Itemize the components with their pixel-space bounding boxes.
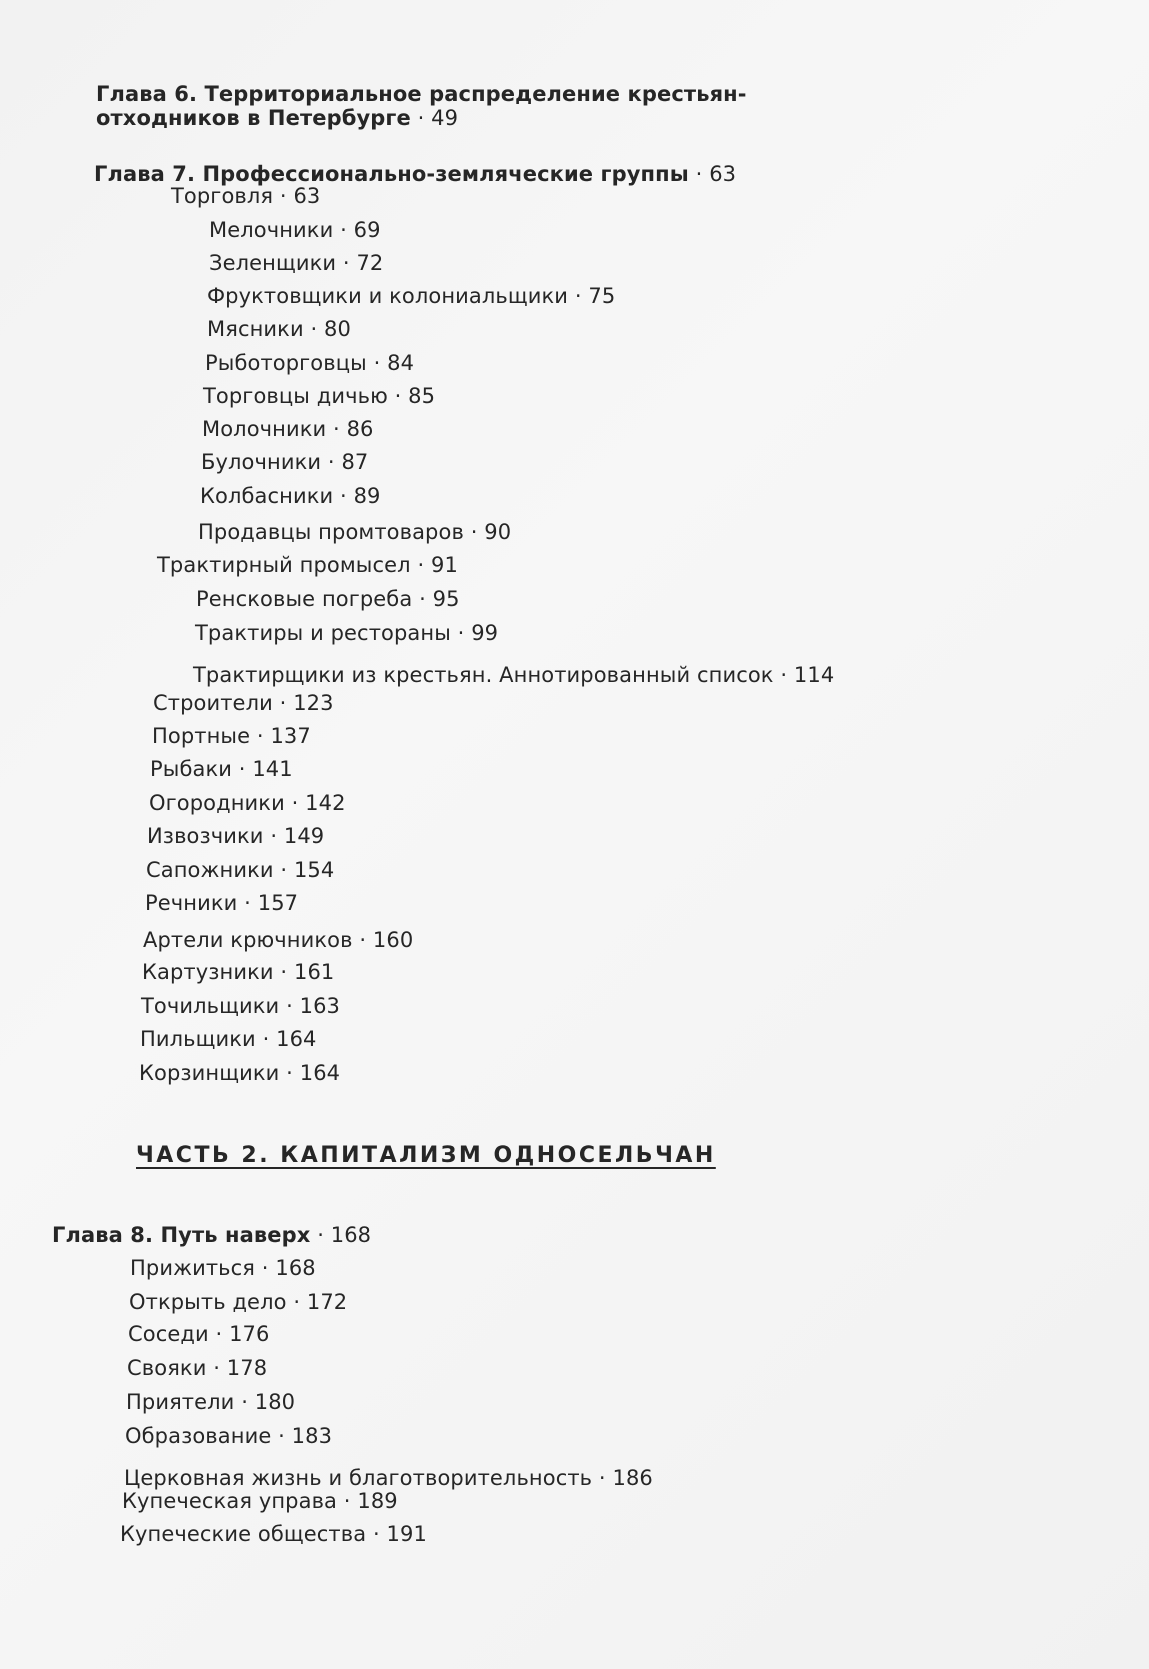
entry-separator: ·	[255, 1027, 277, 1051]
toc-part1-entry	[201, 448, 368, 476]
entry-page-number: 160	[372, 928, 414, 952]
toc-part1-entry	[152, 722, 311, 750]
entry-title: Глава 7. Профессионально-земляческие группы	[94, 162, 689, 186]
entry-page-number: 164	[299, 1061, 341, 1085]
entry-title: Глава 6. Территориальное распределение крестьян-	[96, 82, 747, 106]
entry-title: Сапожники	[146, 858, 274, 882]
entry-separator: ·	[333, 218, 354, 242]
toc-part1-entry	[209, 216, 381, 244]
entry-page-number: 180	[254, 1390, 296, 1414]
toc-part1-entry	[205, 349, 414, 377]
toc-part2-entry	[120, 1520, 427, 1548]
entry-page-number: 154	[293, 858, 335, 882]
toc-part1-entry	[150, 755, 293, 783]
entry-title: Зеленщики	[209, 251, 337, 275]
toc-part2-entry	[52, 1221, 371, 1249]
entry-title: Церковная жизнь и благотворительность	[124, 1466, 593, 1490]
entry-title: Корзинщики	[139, 1061, 280, 1085]
entry-page-number: 191	[386, 1522, 427, 1546]
entry-page-number: 141	[252, 757, 293, 781]
toc-part1-entry	[196, 585, 460, 613]
entry-title: Соседи	[128, 1322, 209, 1346]
entry-separator: ·	[263, 824, 284, 848]
entry-page-number: 114	[793, 663, 835, 687]
toc-part1-entry	[200, 482, 381, 510]
entry-page-number: 75	[588, 284, 616, 308]
entry-title: Мелочники	[209, 218, 334, 242]
entry-title: Извозчики	[147, 824, 264, 848]
entry-title: Картузники	[142, 960, 274, 984]
entry-separator: ·	[688, 162, 710, 186]
toc-part1-entry	[157, 551, 458, 579]
entry-separator: ·	[272, 691, 294, 715]
entry-separator: ·	[337, 1489, 358, 1513]
entry-separator: ·	[568, 284, 589, 308]
entry-page-number: 89	[353, 484, 381, 508]
entry-separator: ·	[273, 858, 294, 882]
toc-part1-entry	[171, 182, 320, 210]
entry-separator: ·	[592, 1466, 613, 1490]
entry-page-number: 90	[484, 520, 512, 544]
entry-title: Артели крючников	[143, 928, 353, 952]
toc-part1-entry	[207, 315, 351, 343]
entry-title: Открыть дело	[129, 1290, 287, 1314]
toc-part1-entry	[145, 889, 298, 917]
entry-page-number: 178	[226, 1356, 268, 1380]
entry-title: Купеческая управа	[122, 1489, 338, 1513]
entry-page-number: 163	[299, 994, 341, 1018]
entry-title: Трактирщики из крестьян. Аннотированный список	[193, 663, 774, 687]
entry-page-number: 161	[293, 960, 335, 984]
toc-part1-entry	[143, 926, 413, 954]
entry-separator: ·	[279, 1061, 300, 1085]
entry-title: Образование	[125, 1424, 272, 1448]
toc-part1-entry	[141, 992, 340, 1020]
entry-title: Трактирный промысел	[157, 553, 411, 577]
entry-page-number: 189	[357, 1489, 398, 1513]
entry-title: Приятели	[126, 1390, 235, 1414]
toc-part1-entry	[195, 619, 498, 647]
entry-separator: ·	[206, 1356, 227, 1380]
entry-separator: ·	[450, 621, 472, 645]
entry-page-number: 172	[306, 1290, 348, 1314]
toc-part1-entry	[207, 282, 615, 310]
entry-title: Булочники	[201, 450, 322, 474]
toc-part1-entry	[146, 856, 334, 884]
entry-separator: ·	[279, 994, 300, 1018]
entry-separator: ·	[286, 1290, 307, 1314]
entry-separator: ·	[366, 1522, 387, 1546]
entry-page-number: 137	[270, 724, 311, 748]
entry-page-number: 99	[471, 621, 499, 645]
entry-title: Рыбаки	[150, 757, 232, 781]
entry-separator: ·	[333, 484, 354, 508]
entry-page-number: 95	[432, 587, 460, 611]
entry-page-number: 63	[709, 162, 737, 186]
entry-separator: ·	[208, 1322, 230, 1346]
entry-separator: ·	[310, 1223, 331, 1247]
entry-title: Рыботорговцы	[205, 351, 367, 375]
entry-page-number: 84	[387, 351, 415, 375]
entry-page-number: 142	[305, 791, 346, 815]
entry-title: отходников в Петербурге	[96, 106, 411, 130]
entry-page-number: 168	[275, 1256, 316, 1280]
entry-separator: ·	[412, 587, 433, 611]
entry-separator: ·	[321, 450, 342, 474]
entry-page-number: 149	[283, 824, 325, 848]
toc-part1-entry	[209, 249, 383, 277]
entry-page-number: 72	[356, 251, 384, 275]
entry-separator: ·	[273, 960, 294, 984]
entry-page-number: 86	[346, 417, 374, 441]
entry-separator: ·	[234, 1390, 255, 1414]
toc-part1-entry	[153, 689, 334, 717]
entry-title: Точильщики	[141, 994, 280, 1018]
toc-part1-entry	[139, 1059, 340, 1087]
entry-separator: ·	[303, 317, 325, 341]
entry-page-number: 183	[291, 1424, 333, 1448]
entry-separator: ·	[271, 1424, 292, 1448]
entry-title: Прижиться	[130, 1256, 256, 1280]
entry-page-number: 123	[293, 691, 334, 715]
toc-part2-entry	[128, 1320, 269, 1348]
toc-part1-entry	[149, 789, 346, 817]
entry-page-number: 49	[431, 106, 459, 130]
entry-page-number: 164	[276, 1027, 317, 1051]
toc-part1-entry	[202, 415, 374, 443]
toc-part2-entry	[127, 1354, 267, 1382]
toc-part1-entry	[147, 822, 324, 850]
entry-title: Молочники	[202, 417, 327, 441]
entry-title: Пильщики	[140, 1027, 256, 1051]
entry-separator: ·	[250, 724, 271, 748]
entry-title: Фруктовщики и колониальщики	[207, 284, 569, 308]
toc-part2-entry	[129, 1288, 347, 1316]
toc-part1-entry	[140, 1025, 317, 1053]
entry-separator: ·	[255, 1256, 276, 1280]
entry-separator: ·	[336, 251, 357, 275]
toc-part2-entry	[126, 1388, 295, 1416]
entry-page-number: 186	[612, 1466, 653, 1490]
entry-title: Речники	[145, 891, 238, 915]
entry-separator: ·	[352, 928, 373, 952]
entry-page-number: 91	[431, 553, 458, 577]
toc-part1-entry	[203, 382, 435, 410]
part2-heading: ЧАСТЬ 2. КАПИТАЛИЗМ ОДНОСЕЛЬЧАН	[136, 1143, 716, 1168]
entry-separator: ·	[410, 553, 432, 577]
entry-title: Огородники	[149, 791, 285, 815]
toc-part1-entry	[193, 661, 834, 689]
entry-page-number: 87	[341, 450, 369, 474]
entry-title: Колбасники	[200, 484, 334, 508]
toc-part1-entry	[96, 104, 458, 132]
toc-part2-entry	[122, 1487, 398, 1515]
entry-page-number: 80	[324, 317, 351, 341]
toc-part2-entry	[125, 1422, 332, 1450]
entry-title: Ренсковые погреба	[196, 587, 413, 611]
entry-separator: ·	[284, 791, 306, 815]
entry-page-number: 176	[229, 1322, 270, 1346]
entry-separator: ·	[410, 106, 432, 130]
entry-separator: ·	[387, 384, 409, 408]
toc-part1-entry	[142, 958, 334, 986]
entry-separator: ·	[273, 184, 294, 208]
entry-separator: ·	[232, 757, 253, 781]
entry-page-number: 157	[257, 891, 299, 915]
entry-title: Торговля	[171, 184, 274, 208]
entry-separator: ·	[237, 891, 258, 915]
entry-page-number: 63	[293, 184, 321, 208]
entry-title: Торговцы дичью	[203, 384, 388, 408]
toc-part1-entry	[198, 518, 511, 546]
entry-title: Мясники	[207, 317, 304, 341]
entry-separator: ·	[463, 520, 485, 544]
entry-title: Строители	[153, 691, 273, 715]
entry-separator: ·	[773, 663, 794, 687]
entry-page-number: 85	[408, 384, 436, 408]
entry-page-number: 168	[330, 1223, 372, 1247]
entry-title: Купеческие общества	[120, 1522, 367, 1546]
entry-separator: ·	[366, 351, 388, 375]
entry-page-number: 69	[353, 218, 381, 242]
toc-part2-entry	[130, 1254, 316, 1282]
entry-title: Свояки	[127, 1356, 207, 1380]
entry-title: Глава 8. Путь наверх	[52, 1223, 311, 1247]
entry-title: Продавцы промтоваров	[198, 520, 464, 544]
entry-separator: ·	[326, 417, 347, 441]
entry-title: Портные	[152, 724, 251, 748]
entry-title: Трактиры и рестораны	[195, 621, 451, 645]
